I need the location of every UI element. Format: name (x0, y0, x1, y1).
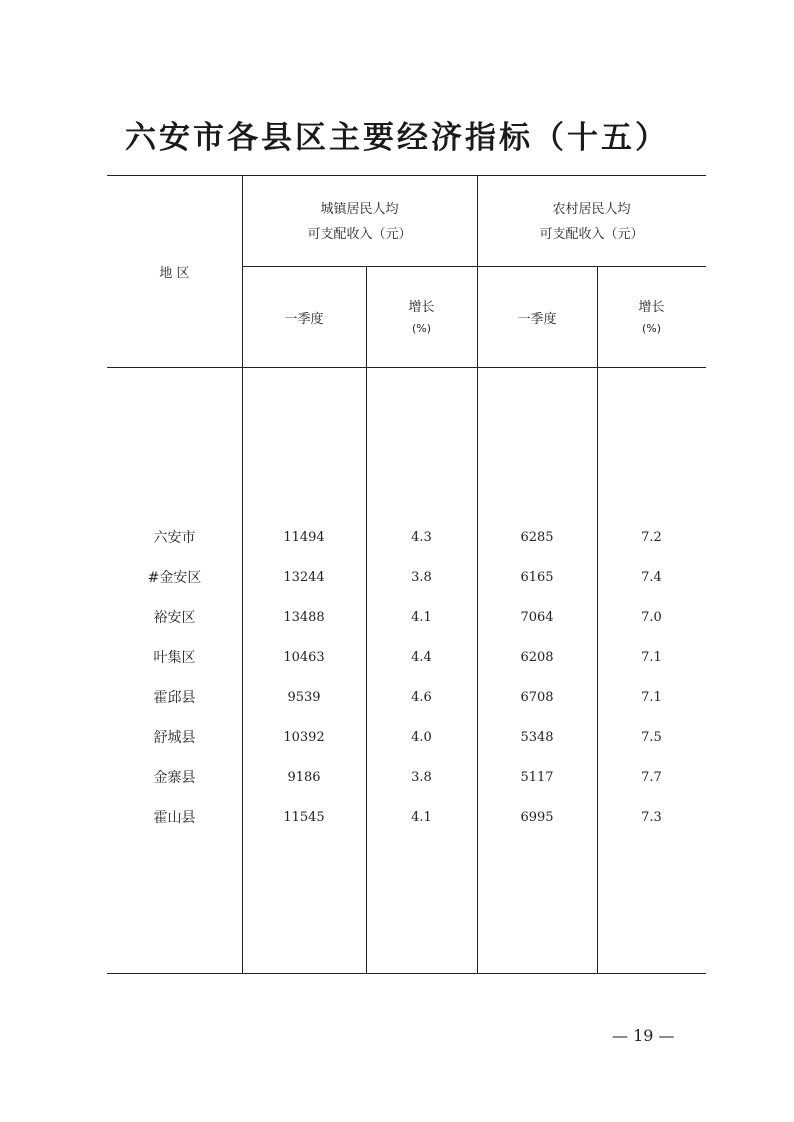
header-region-label: 地 区 (159, 266, 190, 281)
header-urban-line2: 可支配收入（元） (307, 227, 412, 242)
urban-q1-cell: 9539 (287, 690, 321, 705)
rural-growth-cell: 7.7 (641, 770, 662, 785)
header-urban-line1: 城镇居民人均 (320, 202, 399, 217)
urban-q1-cell: 10392 (283, 730, 325, 745)
table-top-rule (107, 175, 706, 176)
region-cell: 六安市 (153, 530, 196, 546)
header-region (107, 261, 242, 286)
page-number: — 19 — (612, 1026, 675, 1045)
table-row (107, 766, 706, 790)
table-row (107, 566, 706, 590)
header-rural-growth: 增长 (%) (597, 295, 706, 338)
rural-growth-cell: 7.1 (641, 650, 662, 665)
rural-growth-cell: 7.4 (641, 570, 662, 585)
header-rural-period: 一季度 (517, 312, 557, 327)
rural-q1-cell: 6285 (520, 530, 554, 545)
urban-growth-cell: 4.6 (411, 690, 432, 705)
region-cell: 叶集区 (153, 650, 196, 666)
header-rural-group (477, 197, 706, 247)
header-urban-group (242, 197, 477, 247)
header-rural-growth-unit: (%) (641, 322, 662, 335)
rural-q1-cell: 6208 (520, 650, 554, 665)
region-cell: 霍邱县 (153, 690, 196, 706)
table-row (107, 606, 706, 630)
rural-q1-cell: 6708 (520, 690, 554, 705)
urban-q1-cell: 11545 (283, 810, 325, 825)
table-row (107, 526, 706, 550)
indicator-table (107, 175, 706, 974)
header-rural-line2: 可支配收入（元） (539, 227, 644, 242)
header-urban-growth-unit: (%) (411, 322, 432, 335)
table-row (107, 726, 706, 750)
header-urban-growth: 增长 (%) (366, 295, 477, 338)
urban-q1-cell: 10463 (283, 650, 325, 665)
rural-q1-cell: 5117 (520, 770, 554, 785)
rural-q1-cell: 6165 (520, 570, 554, 585)
rural-q1-cell: 5348 (520, 730, 554, 745)
region-cell: 舒城县 (153, 730, 196, 746)
header-mid-rule (242, 266, 706, 267)
urban-growth-cell: 4.3 (411, 530, 432, 545)
urban-growth-cell: 3.8 (411, 570, 432, 585)
urban-q1-cell: 13244 (283, 570, 325, 585)
header-urban-period: 一季度 (284, 312, 324, 327)
rural-growth-cell: 7.3 (641, 810, 662, 825)
region-cell: 金寨县 (153, 770, 196, 786)
header-rural-line1: 农村居民人均 (552, 202, 631, 217)
header-bottom-rule (107, 367, 706, 368)
page-title: 六安市各县区主要经济指标（十五） (125, 120, 669, 156)
rural-growth-cell: 7.5 (641, 730, 662, 745)
urban-growth-cell: 4.0 (411, 730, 432, 745)
table-row (107, 806, 706, 830)
urban-growth-cell: 3.8 (411, 770, 432, 785)
region-cell: #金安区 (147, 570, 202, 586)
urban-growth-cell: 4.1 (411, 610, 432, 625)
rural-growth-cell: 7.1 (641, 690, 662, 705)
table-bottom-rule (107, 973, 706, 974)
table-row (107, 646, 706, 670)
urban-q1-cell: 9186 (287, 770, 321, 785)
region-cell: 裕安区 (153, 610, 196, 626)
rural-growth-cell: 7.2 (641, 530, 662, 545)
urban-q1-cell: 13488 (283, 610, 325, 625)
urban-q1-cell: 11494 (283, 530, 325, 545)
rural-q1-cell: 6995 (520, 810, 554, 825)
urban-growth-cell: 4.1 (411, 810, 432, 825)
urban-growth-cell: 4.4 (411, 650, 432, 665)
table-row (107, 686, 706, 710)
rural-growth-cell: 7.0 (641, 610, 662, 625)
region-cell: 霍山县 (153, 810, 196, 826)
rural-q1-cell: 7064 (520, 610, 554, 625)
